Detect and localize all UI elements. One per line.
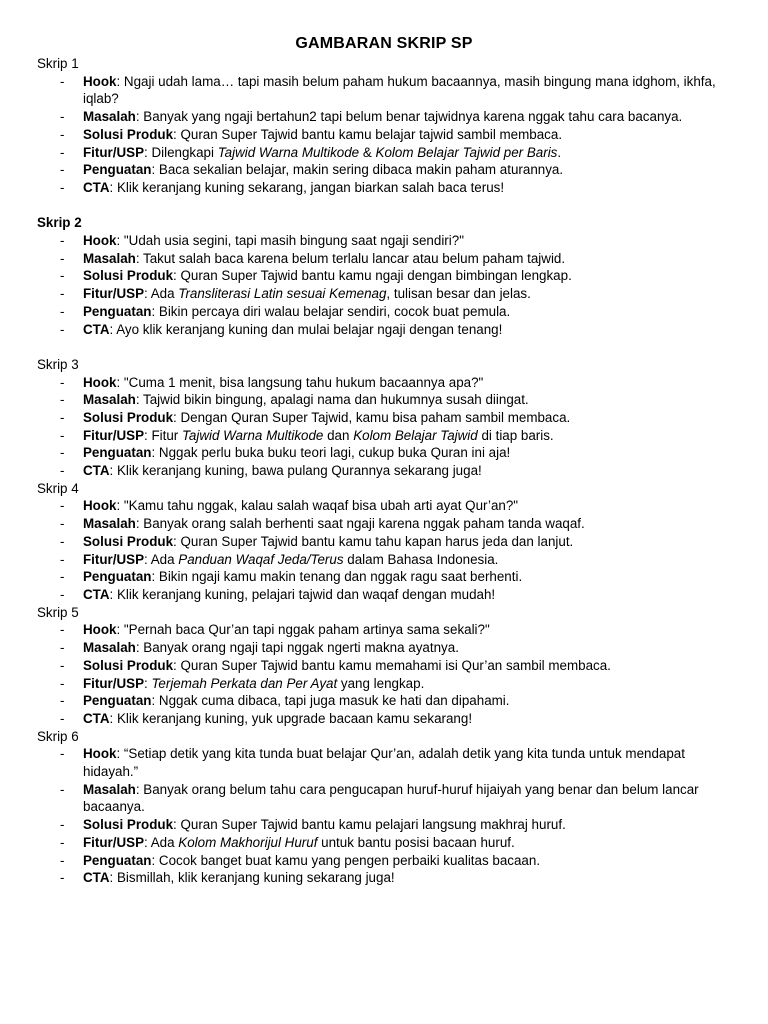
item-label: Fitur/USP bbox=[83, 834, 145, 850]
list-item bbox=[37, 179, 737, 197]
item-label: CTA bbox=[83, 710, 110, 726]
list-item bbox=[37, 692, 737, 710]
item-label: Penguatan bbox=[83, 303, 152, 319]
item-text: : Klik keranjang kuning, pelajari tajwid dan waqaf dengan mudah! bbox=[109, 587, 496, 602]
list-item bbox=[37, 409, 737, 427]
script-item-list bbox=[37, 497, 737, 603]
item-feature-name: Transliterasi Latin sesuai Kemenag bbox=[178, 286, 387, 302]
section-title: Skrip 4 bbox=[37, 480, 79, 496]
list-item bbox=[37, 267, 737, 285]
item-text: & bbox=[359, 144, 376, 160]
item-feature-name: Panduan Waqaf Jeda/Terus bbox=[178, 551, 344, 567]
item-text: : Ada bbox=[144, 551, 179, 567]
list-item bbox=[37, 834, 737, 852]
list-item bbox=[37, 321, 737, 339]
script-item-list bbox=[37, 745, 737, 887]
item-text: dalam Bahasa Indonesia. bbox=[343, 551, 499, 567]
item-label: Masalah bbox=[83, 640, 136, 656]
item-text: : Bikin percaya diri walau belajar sendiri, cocok buat pemula. bbox=[151, 303, 511, 319]
item-text: : Banyak yang ngaji bertahun2 tapi belum benar tajwidnya karena nggak tahu cara bacanya. bbox=[135, 109, 683, 125]
section-title: Skrip 2 bbox=[37, 215, 82, 231]
item-text: : Quran Super Tajwid bantu kamu memahami isi Qur’an sambil membaca. bbox=[173, 657, 611, 673]
list-item bbox=[37, 869, 737, 887]
item-label: Masalah bbox=[83, 516, 136, 532]
list-item bbox=[37, 551, 737, 569]
list-item bbox=[37, 161, 737, 179]
item-label: Penguatan bbox=[83, 852, 152, 868]
list-item bbox=[37, 639, 737, 657]
list-item bbox=[37, 126, 737, 144]
item-text: . bbox=[557, 144, 562, 160]
item-label: Masalah bbox=[83, 392, 136, 408]
item-feature-name: Kolom Belajar Tajwid bbox=[353, 427, 478, 443]
item-text: : Ngaji udah lama… tapi masih belum paham hukum bacaannya, masih bingung mana idghom, ikhfa, iqlab? bbox=[83, 73, 716, 107]
list-item bbox=[37, 285, 737, 303]
item-label: CTA bbox=[83, 321, 110, 337]
item-text: : Takut salah baca karena belum terlalu lancar atau belum paham tajwid. bbox=[135, 250, 566, 266]
item-text: : "Pernah baca Qur’an tapi nggak paham artinya sama sekali?" bbox=[116, 622, 490, 638]
list-item bbox=[37, 515, 737, 533]
script-section bbox=[37, 55, 737, 197]
item-text: : Nggak cuma dibaca, tapi juga masuk ke hati dan dipahami. bbox=[151, 693, 510, 709]
script-section bbox=[37, 604, 737, 728]
item-label: CTA bbox=[83, 463, 110, 479]
item-text: : “Setiap detik yang kita tunda buat belajar Qur’an, adalah detik yang kita tunda untuk mendapat hidayah.” bbox=[83, 746, 685, 779]
item-label: Hook bbox=[83, 374, 117, 390]
item-text: : Cocok banget buat kamu yang pengen perbaiki kualitas bacaan. bbox=[151, 852, 541, 868]
item-label: Masalah bbox=[83, 109, 136, 125]
document-title: GAMBARAN SKRIP SP bbox=[295, 35, 473, 52]
list-item bbox=[37, 108, 737, 126]
list-item bbox=[37, 250, 737, 268]
script-sections bbox=[37, 55, 737, 887]
list-item bbox=[37, 374, 737, 392]
list-item bbox=[37, 781, 737, 816]
list-item bbox=[37, 303, 737, 321]
list-item bbox=[37, 621, 737, 639]
item-label: Solusi Produk bbox=[83, 268, 174, 284]
item-text: : Klik keranjang kuning, yuk upgrade bacaan kamu sekarang! bbox=[109, 710, 473, 726]
item-label: Penguatan bbox=[83, 569, 152, 585]
item-label: CTA bbox=[83, 179, 110, 195]
item-label: Penguatan bbox=[83, 693, 152, 709]
script-item-list bbox=[37, 73, 737, 197]
item-text: : Dilengkapi bbox=[144, 144, 218, 160]
item-label: Solusi Produk bbox=[83, 409, 174, 425]
item-text: : Tajwid bikin bingung, apalagi nama dan hukumnya susah diingat. bbox=[135, 392, 529, 408]
item-text: : Bikin ngaji kamu makin tenang dan nggak ragu saat berhenti. bbox=[151, 569, 523, 585]
section-title: Skrip 3 bbox=[37, 356, 79, 372]
list-item bbox=[37, 568, 737, 586]
item-text: : "Kamu tahu nggak, kalau salah waqaf bisa ubah arti ayat Qur’an?" bbox=[116, 498, 519, 514]
item-text: : Nggak perlu buka buku teori lagi, cukup buka Quran ini aja! bbox=[151, 445, 511, 461]
item-text: : Baca sekalian belajar, makin sering dibaca makin paham aturannya. bbox=[151, 162, 564, 178]
item-text: : bbox=[144, 675, 152, 691]
item-text: dan bbox=[323, 427, 354, 443]
item-label: Hook bbox=[83, 622, 117, 638]
item-text: : Klik keranjang kuning, bawa pulang Qurannya sekarang juga! bbox=[109, 463, 482, 479]
item-text: : Ada bbox=[144, 834, 179, 850]
item-label: Masalah bbox=[83, 781, 136, 797]
item-text: : Banyak orang ngaji tapi nggak ngerti makna ayatnya. bbox=[135, 640, 459, 656]
list-item bbox=[37, 232, 737, 250]
list-item bbox=[37, 657, 737, 675]
list-item bbox=[37, 144, 737, 162]
list-item bbox=[37, 444, 737, 462]
item-text: : Klik keranjang kuning sekarang, jangan biarkan salah baca terus! bbox=[109, 179, 505, 195]
item-label: CTA bbox=[83, 587, 110, 602]
item-text: : Quran Super Tajwid bantu kamu ngaji dengan bimbingan lengkap. bbox=[173, 268, 572, 284]
item-feature-name: Terjemah Perkata dan Per Ayat bbox=[151, 675, 338, 691]
item-label: Solusi Produk bbox=[83, 657, 174, 673]
item-label: Hook bbox=[83, 73, 117, 89]
list-item bbox=[37, 391, 737, 409]
item-text: : Quran Super Tajwid bantu kamu pelajari langsung makhraj huruf. bbox=[173, 817, 566, 833]
item-text: : Fitur bbox=[144, 427, 182, 443]
item-text: : "Udah usia segini, tapi masih bingung saat ngaji sendiri?" bbox=[116, 232, 464, 248]
list-item bbox=[37, 745, 737, 780]
item-feature-name: Kolom Makhorijul Huruf bbox=[178, 834, 318, 850]
script-item-list bbox=[37, 232, 737, 338]
list-item bbox=[37, 497, 737, 515]
list-item bbox=[37, 586, 737, 604]
list-item bbox=[37, 427, 737, 445]
item-label: Masalah bbox=[83, 250, 136, 266]
list-item bbox=[37, 852, 737, 870]
script-section bbox=[37, 728, 737, 887]
item-text: untuk bantu posisi bacaan huruf. bbox=[317, 834, 515, 850]
item-label: Hook bbox=[83, 498, 117, 514]
item-text: : Dengan Quran Super Tajwid, kamu bisa paham sambil membaca. bbox=[173, 409, 571, 425]
script-section bbox=[37, 214, 737, 338]
item-text: , tulisan besar dan jelas. bbox=[386, 286, 531, 302]
item-label: Fitur/USP bbox=[83, 144, 145, 160]
item-text: : Banyak orang salah berhenti saat ngaji karena nggak paham tanda waqaf. bbox=[135, 516, 585, 532]
item-text: : Ayo klik keranjang kuning dan mulai belajar ngaji dengan tenang! bbox=[109, 321, 503, 337]
item-label: Penguatan bbox=[83, 445, 152, 461]
section-title: Skrip 1 bbox=[37, 56, 79, 71]
script-item-list bbox=[37, 374, 737, 480]
item-text: : Quran Super Tajwid bantu kamu tahu kapan harus jeda dan lanjut. bbox=[173, 533, 574, 549]
item-text: : Quran Super Tajwid bantu kamu belajar tajwid sambil membaca. bbox=[173, 126, 563, 142]
item-label: Penguatan bbox=[83, 162, 152, 178]
item-text: : Ada bbox=[144, 286, 179, 302]
list-item bbox=[37, 462, 737, 480]
item-label: Solusi Produk bbox=[83, 817, 174, 833]
section-title: Skrip 6 bbox=[37, 728, 79, 744]
item-feature-name: Kolom Belajar Tajwid per Baris bbox=[375, 144, 558, 160]
list-item bbox=[37, 73, 737, 108]
section-title: Skrip 5 bbox=[37, 604, 79, 620]
item-label: Fitur/USP bbox=[83, 675, 145, 691]
item-label: Solusi Produk bbox=[83, 533, 174, 549]
item-feature-name: Tajwid Warna Multikode bbox=[181, 427, 324, 443]
item-text: yang lengkap. bbox=[337, 675, 425, 691]
item-text: di tiap baris. bbox=[477, 427, 554, 443]
list-item bbox=[37, 710, 737, 728]
item-label: Hook bbox=[83, 746, 117, 762]
list-item bbox=[37, 675, 737, 693]
item-label: CTA bbox=[83, 870, 110, 886]
item-text: : Bismillah, klik keranjang kuning sekarang juga! bbox=[109, 870, 395, 886]
item-label: Fitur/USP bbox=[83, 427, 145, 443]
item-text: : "Cuma 1 menit, bisa langsung tahu hukum bacaannya apa?" bbox=[116, 374, 484, 390]
script-section bbox=[37, 480, 737, 604]
item-label: Solusi Produk bbox=[83, 126, 174, 142]
list-item bbox=[37, 533, 737, 551]
item-feature-name: Tajwid Warna Multikode bbox=[217, 144, 360, 160]
item-label: Fitur/USP bbox=[83, 551, 145, 567]
script-item-list bbox=[37, 621, 737, 727]
list-item bbox=[37, 816, 737, 834]
item-text: : Banyak orang belum tahu cara pengucapan huruf-huruf hijaiyah yang benar dan belum lancar bacaanya. bbox=[83, 781, 699, 815]
script-section bbox=[37, 356, 737, 480]
item-label: Hook bbox=[83, 232, 117, 248]
item-label: Fitur/USP bbox=[83, 286, 145, 302]
